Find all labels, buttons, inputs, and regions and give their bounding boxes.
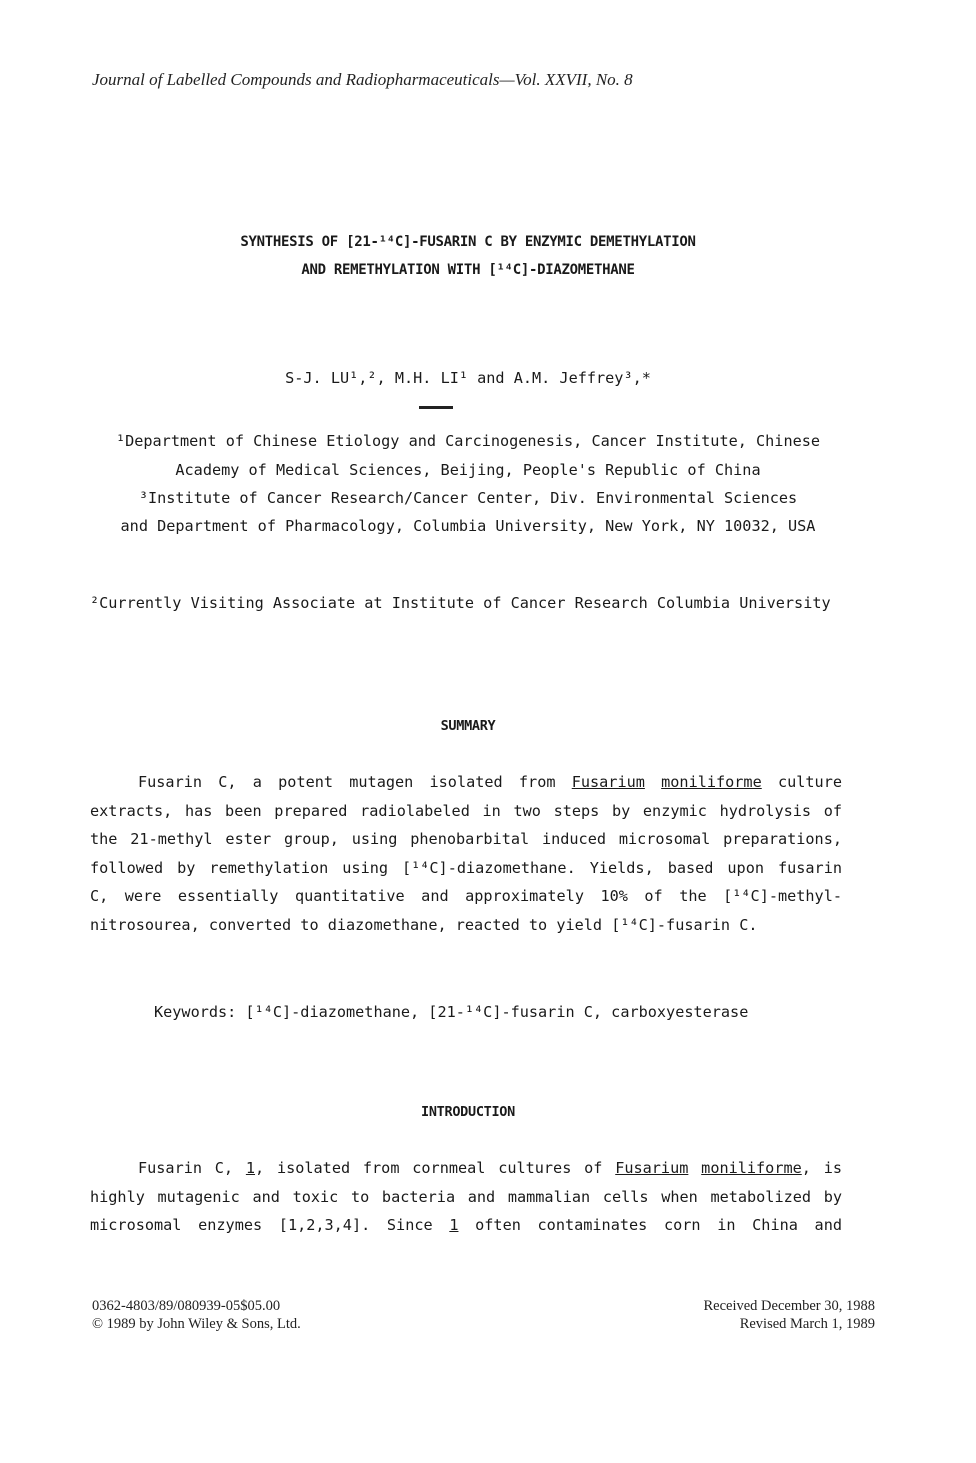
summary-line: nitrosourea, converted to diazomethane, reacted to yield [¹⁴C]-fusarin C. [90, 915, 758, 934]
authors: S-J. LU¹,², M.H. LI¹ and A.M. Jeffrey³,* [285, 369, 651, 387]
intro-line: microsomal enzymes [1,2,3,4]. Since 1 often contaminates corn in China and [90, 1216, 842, 1235]
affiliation-line-1: ¹Department of Chinese Etiology and Carcinogenesis, Cancer Institute, Chinese [115, 432, 821, 450]
intro-line: highly mutagenic and toxic to bacteria and mammalian cells when metabolized by [90, 1187, 842, 1206]
summary-line: extracts, has been prepared radiolabeled in two steps by enzymic hydrolysis of [90, 801, 842, 820]
article-code: 0362-4803/89/080939-05$05.00 [92, 1298, 281, 1314]
genus-name: Fusarium [571, 773, 645, 791]
species-name: moniliforme [701, 1159, 802, 1177]
keywords: Keywords: [¹⁴C]-diazomethane, [21-¹⁴C]-fusarin C, carboxyesterase [154, 1003, 749, 1021]
title-line-2: AND REMETHYLATION WITH [¹⁴C]-DIAZOMETHANE [301, 262, 635, 278]
compound-ref: 1 [245, 1159, 256, 1177]
footer-right [703, 1297, 875, 1333]
introduction-paragraph [90, 1154, 842, 1240]
genus-name: Fusarium [615, 1159, 689, 1177]
affiliation-line-2: Academy of Medical Sciences, Beijing, People's Republic of China [175, 461, 761, 479]
summary-heading: SUMMARY [440, 718, 496, 734]
summary-line: the 21-methyl ester group, using phenobarbital induced microsomal preparations, [90, 830, 842, 849]
divider [419, 406, 453, 409]
copyright: © 1989 by John Wiley & Sons, Ltd. [92, 1316, 301, 1332]
introduction-heading: INTRODUCTION [421, 1104, 515, 1120]
visiting-footnote: ²Currently Visiting Associate at Institute of Cancer Research Columbia University [90, 594, 831, 612]
journal-header: Journal of Labelled Compounds and Radiopharmaceuticals—Vol. XXVII, No. 8 [92, 70, 633, 89]
intro-line: Fusarin C, 1, isolated from cornmeal cultures of Fusarium moniliforme, is [138, 1159, 842, 1177]
title-line-1: SYNTHESIS OF [21-¹⁴C]-FUSARIN C BY ENZYMIC DEMETHYLATION [240, 234, 696, 250]
summary-line: C, were essentially quantitative and approximately 10% of the [¹⁴C]-methyl- [90, 887, 842, 906]
revised-date: Revised March 1, 1989 [739, 1316, 875, 1332]
footer-left [92, 1297, 301, 1333]
summary-line: followed by remethylation using [¹⁴C]-diazomethane. Yields, based upon fusarin [90, 858, 842, 877]
affiliation-line-3: ³Institute of Cancer Research/Cancer Center, Div. Environmental Sciences [138, 489, 798, 507]
summary-line: Fusarin C, a potent mutagen isolated from Fusarium moniliforme culture [138, 773, 842, 791]
received-date: Received December 30, 1988 [703, 1298, 875, 1314]
affiliation-line-4: and Department of Pharmacology, Columbia University, New York, NY 10032, USA [120, 517, 816, 535]
species-name: moniliforme [661, 773, 762, 791]
summary-paragraph [90, 768, 842, 940]
compound-ref: 1 [449, 1216, 459, 1235]
